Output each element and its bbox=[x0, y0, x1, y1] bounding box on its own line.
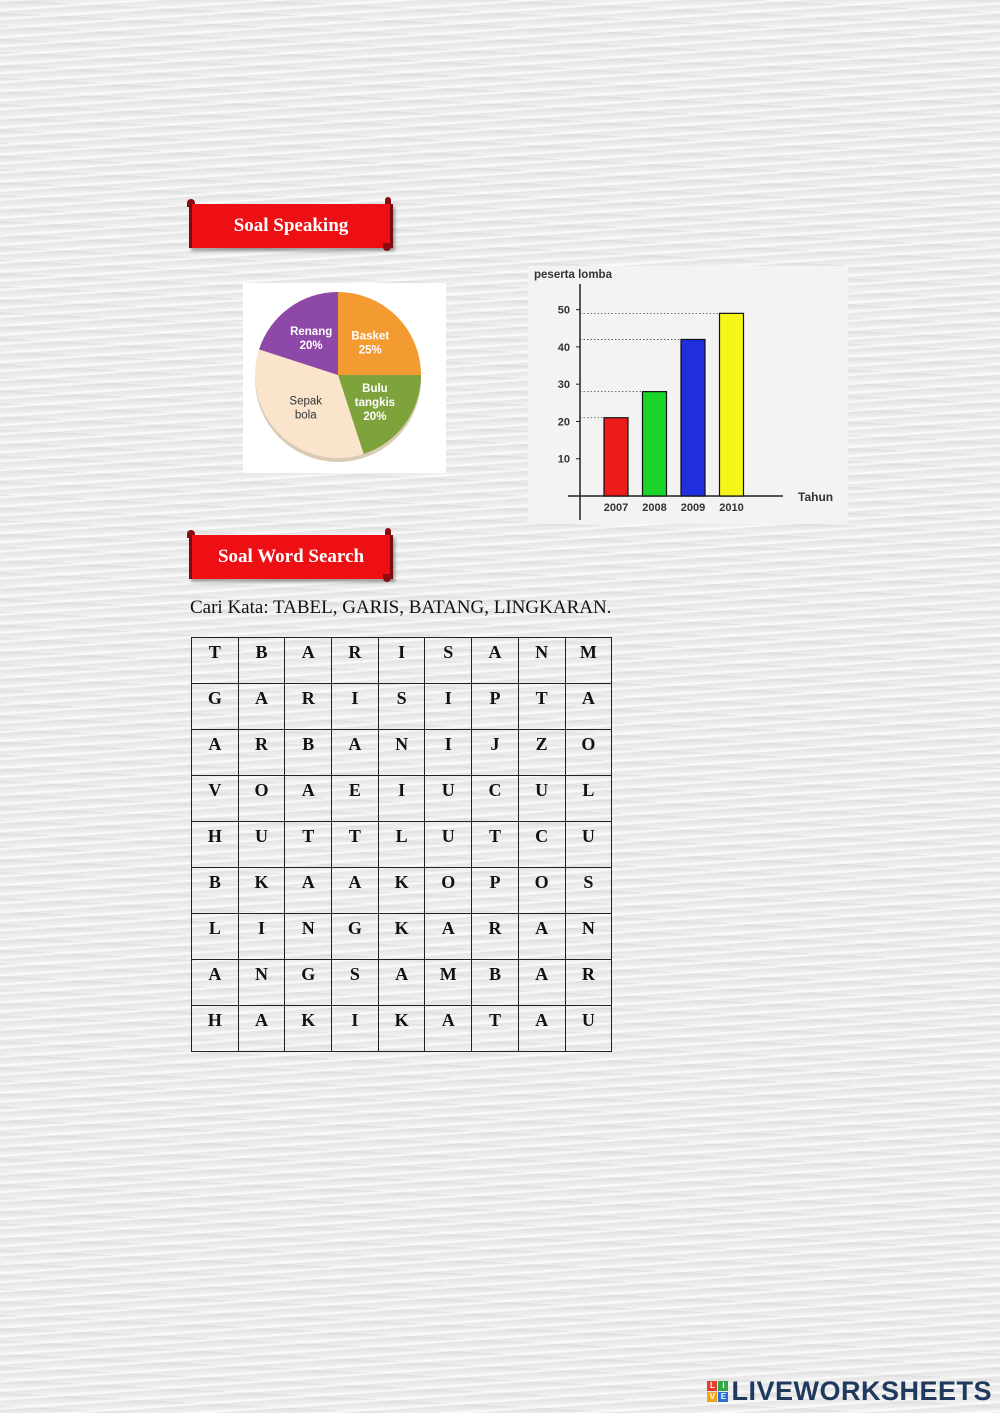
grid-cell[interactable]: U bbox=[425, 822, 472, 868]
grid-cell[interactable]: A bbox=[518, 1006, 565, 1052]
grid-cell[interactable]: A bbox=[518, 914, 565, 960]
bar-chart bbox=[528, 266, 848, 524]
grid-cell[interactable]: N bbox=[285, 914, 332, 960]
grid-cell[interactable]: N bbox=[378, 730, 425, 776]
pie-category-label: Bulu bbox=[362, 382, 388, 395]
grid-cell[interactable]: U bbox=[518, 776, 565, 822]
bar-y-tick-label: 30 bbox=[557, 379, 570, 392]
grid-row bbox=[192, 914, 612, 960]
grid-cell[interactable]: I bbox=[238, 914, 285, 960]
grid-cell[interactable]: C bbox=[518, 822, 565, 868]
grid-cell[interactable]: S bbox=[425, 638, 472, 684]
bar-category-label: 2009 bbox=[680, 502, 706, 514]
wordsearch-section-title: Soal Word Search bbox=[189, 535, 393, 579]
grid-cell[interactable]: A bbox=[518, 960, 565, 1006]
bar-y-axis-label: peserta lomba bbox=[534, 269, 612, 281]
grid-cell[interactable]: U bbox=[565, 1006, 612, 1052]
grid-cell[interactable]: R bbox=[238, 730, 285, 776]
bar-x-axis-label: Tahun bbox=[798, 490, 834, 504]
logo-letter: L bbox=[707, 1381, 717, 1391]
grid-cell[interactable]: J bbox=[472, 730, 519, 776]
bar-y-tick-label: 50 bbox=[557, 304, 570, 317]
speaking-section-title: Soal Speaking bbox=[189, 204, 393, 248]
grid-row bbox=[192, 1006, 612, 1052]
instruction-text: Cari Kata: TABEL, GARIS, BATANG, LINGKARAN. bbox=[190, 597, 612, 618]
grid-cell[interactable]: M bbox=[565, 638, 612, 684]
grid-cell[interactable]: I bbox=[378, 776, 425, 822]
grid-cell[interactable]: O bbox=[238, 776, 285, 822]
grid-cell[interactable]: U bbox=[565, 822, 612, 868]
grid-cell[interactable]: R bbox=[332, 638, 379, 684]
grid-cell[interactable]: Z bbox=[518, 730, 565, 776]
brand-logo bbox=[707, 1376, 992, 1407]
grid-cell[interactable]: A bbox=[238, 684, 285, 730]
bar-category-label: 2007 bbox=[603, 502, 629, 514]
grid-cell[interactable]: E bbox=[332, 776, 379, 822]
pie-category-label: Sepak bbox=[289, 395, 323, 408]
grid-row bbox=[192, 684, 612, 730]
grid-cell[interactable]: T bbox=[472, 1006, 519, 1052]
grid-cell[interactable]: T bbox=[518, 684, 565, 730]
pie-value-label: 20% bbox=[363, 410, 387, 423]
grid-cell[interactable]: H bbox=[192, 1006, 239, 1052]
grid-cell[interactable]: K bbox=[285, 1006, 332, 1052]
grid-cell[interactable]: B bbox=[192, 868, 239, 914]
grid-cell[interactable]: L bbox=[565, 776, 612, 822]
grid-row bbox=[192, 960, 612, 1006]
bar-category-label: 2008 bbox=[642, 502, 667, 514]
grid-cell[interactable]: O bbox=[565, 730, 612, 776]
grid-cell[interactable]: A bbox=[472, 638, 519, 684]
grid-row bbox=[192, 776, 612, 822]
pie-category-label: tangkis bbox=[354, 396, 396, 409]
grid-cell[interactable]: S bbox=[378, 684, 425, 730]
grid-cell[interactable]: I bbox=[378, 638, 425, 684]
speaking-section-header bbox=[189, 199, 389, 251]
grid-cell[interactable]: T bbox=[332, 822, 379, 868]
grid-cell[interactable]: S bbox=[565, 868, 612, 914]
grid-cell[interactable]: A bbox=[285, 776, 332, 822]
grid-cell[interactable]: A bbox=[332, 730, 379, 776]
grid-cell[interactable]: M bbox=[425, 960, 472, 1006]
grid-cell[interactable]: S bbox=[332, 960, 379, 1006]
grid-cell[interactable]: O bbox=[518, 868, 565, 914]
grid-cell[interactable]: C bbox=[472, 776, 519, 822]
grid-cell[interactable]: I bbox=[332, 684, 379, 730]
grid-row bbox=[192, 868, 612, 914]
pie-value-label: 20% bbox=[299, 340, 323, 353]
liveworksheets-logo-icon bbox=[707, 1381, 728, 1402]
pie-category-label: Basket bbox=[351, 330, 390, 343]
grid-cell[interactable]: I bbox=[425, 684, 472, 730]
pie-chart-svg bbox=[243, 283, 446, 473]
word-search-grid[interactable] bbox=[191, 637, 612, 1052]
bar-y-tick-label: 40 bbox=[557, 341, 570, 354]
wordsearch-section-header bbox=[189, 530, 389, 582]
grid-cell[interactable]: A bbox=[285, 868, 332, 914]
grid-cell[interactable]: K bbox=[378, 914, 425, 960]
pie-value-label: 25% bbox=[358, 344, 382, 357]
grid-cell[interactable]: P bbox=[472, 868, 519, 914]
grid-cell[interactable]: R bbox=[472, 914, 519, 960]
grid-cell[interactable]: A bbox=[425, 914, 472, 960]
grid-cell[interactable]: A bbox=[285, 638, 332, 684]
pie-category-label: Renang bbox=[290, 326, 333, 339]
pie-category-label: bola bbox=[294, 409, 317, 422]
grid-cell[interactable]: A bbox=[332, 868, 379, 914]
grid-cell[interactable]: R bbox=[565, 960, 612, 1006]
grid-cell[interactable]: L bbox=[192, 914, 239, 960]
grid-cell[interactable]: I bbox=[332, 1006, 379, 1052]
logo-letter: V bbox=[707, 1392, 717, 1402]
grid-cell[interactable]: K bbox=[378, 1006, 425, 1052]
grid-cell[interactable]: T bbox=[472, 822, 519, 868]
grid-cell[interactable]: B bbox=[238, 638, 285, 684]
grid-cell[interactable]: T bbox=[285, 822, 332, 868]
bar-y-tick-label: 10 bbox=[557, 453, 570, 466]
grid-cell[interactable]: T bbox=[192, 638, 239, 684]
grid-cell[interactable]: A bbox=[565, 684, 612, 730]
bar-chart-svg bbox=[528, 266, 848, 524]
bar-y-tick-label: 20 bbox=[557, 416, 570, 429]
grid-row bbox=[192, 730, 612, 776]
grid-cell[interactable]: P bbox=[472, 684, 519, 730]
grid-row bbox=[192, 638, 612, 684]
pie-chart bbox=[243, 283, 446, 473]
grid-cell[interactable]: G bbox=[192, 684, 239, 730]
bar-category-label: 2010 bbox=[719, 502, 744, 514]
bar-2007 bbox=[604, 418, 628, 496]
grid-cell[interactable]: U bbox=[238, 822, 285, 868]
grid-cell[interactable]: A bbox=[192, 730, 239, 776]
grid-cell[interactable]: L bbox=[378, 822, 425, 868]
grid-cell[interactable]: K bbox=[378, 868, 425, 914]
grid-cell[interactable]: B bbox=[472, 960, 519, 1006]
grid-cell[interactable]: I bbox=[425, 730, 472, 776]
logo-letter: I bbox=[718, 1381, 728, 1391]
logo-letter: E bbox=[718, 1392, 728, 1402]
grid-cell[interactable]: H bbox=[192, 822, 239, 868]
grid-cell[interactable]: N bbox=[238, 960, 285, 1006]
bar-2008 bbox=[643, 392, 667, 496]
grid-cell[interactable]: A bbox=[378, 960, 425, 1006]
grid-cell[interactable]: K bbox=[238, 868, 285, 914]
bar-2009 bbox=[681, 339, 705, 496]
grid-cell[interactable]: O bbox=[425, 868, 472, 914]
grid-cell[interactable]: A bbox=[425, 1006, 472, 1052]
grid-cell[interactable]: R bbox=[285, 684, 332, 730]
grid-cell[interactable]: G bbox=[332, 914, 379, 960]
grid-cell[interactable]: B bbox=[285, 730, 332, 776]
grid-row bbox=[192, 822, 612, 868]
grid-cell[interactable]: G bbox=[285, 960, 332, 1006]
bar-2010 bbox=[720, 313, 744, 496]
grid-cell[interactable]: V bbox=[192, 776, 239, 822]
grid-cell[interactable]: A bbox=[238, 1006, 285, 1052]
grid-cell[interactable]: N bbox=[518, 638, 565, 684]
grid-cell[interactable]: N bbox=[565, 914, 612, 960]
grid-cell[interactable]: A bbox=[192, 960, 239, 1006]
grid-cell[interactable]: U bbox=[425, 776, 472, 822]
brand-name: LIVEWORKSHEETS bbox=[731, 1376, 992, 1406]
